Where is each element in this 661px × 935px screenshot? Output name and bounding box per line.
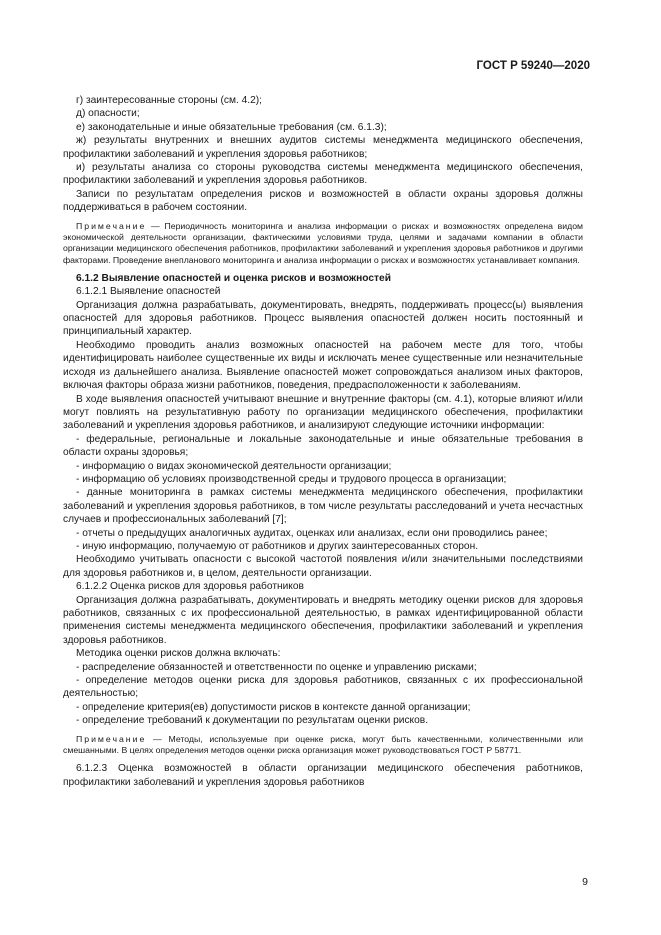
standard-designation: ГОСТ Р 59240—2020 <box>476 60 590 72</box>
page-number: 9 <box>582 876 588 888</box>
note-label: Примечание <box>76 220 147 231</box>
paragraph: Необходимо учитывать опасности с высокой частотой появления и/или значительными последствиями для здоровья работников и, в целом, деятельности организации. <box>63 554 583 579</box>
note <box>63 734 583 757</box>
subsection-title: 6.1.2.3 Оценка возможностей в области организации медицинского обеспечения работников, профилактики заболеваний и укрепления здоровья работников <box>63 763 583 788</box>
list-item: - информацию о видах экономической деятельности организации; <box>76 460 392 472</box>
note-text: — Периодичность мониторинга и анализа информации о рисках и возможностях определена видом экономической деятельности организации, фактическими условиями труда, целями и задачами компании в области организации медицинского обеспечения работников, профилактики заболеваний и укрепления здоровья работников и другими факторами. Проведение внепланового мониторинга и анализа информации о рисках и возможностях устанавливает компания. <box>63 220 583 265</box>
list-item: - данные мониторинга в рамках системы менеджмента медицинского обеспечения, профилактики заболеваний и укрепления здоровья работников, в том числе результаты расследований и учета несчастных случаев и профессиональных заболеваний [7]; <box>63 487 583 526</box>
note-text: — Методы, используемые при оценке риска, могут быть качественными, количественными или смешанными. В целях определения методов оценки риска организация может руководствоваться ГОСТ Р 58771. <box>63 733 583 755</box>
list-item: - иную информацию, получаемую от работников и других заинтересованных сторон. <box>76 540 479 552</box>
paragraph: Организация должна разрабатывать, документировать, внедрять, поддерживать процесс(ы) выявления опасностей для здоровья работников. Процесс выявления опасностей должен носить постоянный и принципиальный характер. <box>63 299 583 338</box>
note-label: Примечание <box>76 733 147 744</box>
paragraph: Методика оценки рисков должна включать: <box>76 648 281 660</box>
list-item: - определение критерия(ев) допустимости рисков в контексте данной организации; <box>76 701 471 713</box>
list-item: - распределение обязанностей и ответственности по оценке и управлению рисками; <box>76 661 477 673</box>
list-item: ж) результаты внутренних и внешних аудитов системы менеджмента медицинского обеспечения, профилактики заболеваний и укрепления здоровья работников; <box>63 135 583 160</box>
paragraph: В ходе выявления опасностей учитывают внешние и внутренние факторы (см. 4.1), которые влияют и/или могут повлиять на результативную работу по организации медицинского обеспечения, профилактики заболеваний и укрепления здоровья работников, и анализируют следующие источники информации: <box>63 393 583 432</box>
subsection-title: 6.1.2.2 Оценка рисков для здоровья работников <box>76 581 304 593</box>
list-item: г) заинтересованные стороны (см. 4.2); <box>76 95 263 106</box>
list-item: - федеральные, региональные и локальные законодательные и иные обязательные требования в области охраны здоровья; <box>63 433 583 459</box>
list-item: - определение требований к документации по результатам оценки рисков. <box>76 715 429 727</box>
note <box>63 221 583 266</box>
section-heading: 6.1.2 Выявление опасностей и оценка рисков и возможностей <box>76 272 391 284</box>
page-content <box>63 94 583 789</box>
subsection-title: 6.1.2.1 Выявление опасностей <box>76 286 221 298</box>
records-paragraph: Записи по результатам определения рисков и возможностей в области охраны здоровья должны поддерживаться в рабочем состоянии. <box>63 188 583 214</box>
paragraph: Необходимо проводить анализ возможных опасностей на рабочем месте для того, чтобы идентифицировать наиболее существенные их виды и исключать менее существенные или незначительные исходя из дальнейшего анализа. Выявление опасностей может сопровождаться анализом иных факторов, включая факторы образа жизни работников, поведения, предрасположенности к заболеваниям. <box>63 339 583 392</box>
list-item: д) опасности; <box>76 108 140 120</box>
paragraph: Организация должна разрабатывать, документировать и внедрять методику оценки рисков для здоровья работников, связанных с их профессиональной деятельностью, в рамках идентифицированной области применения системы менеджмента медицинского обеспечения, профилактики заболеваний и укрепления здоровья работников. <box>63 594 583 646</box>
list-item: и) результаты анализа со стороны руководства системы менеджмента медицинского обеспечения, профилактики заболеваний и укрепления здоровья работников. <box>63 162 583 187</box>
list-item: е) законодательные и иные обязательные требования (см. 6.1.3); <box>76 121 387 133</box>
list-item: - определение методов оценки риска для здоровья работников, связанных с их профессиональной деятельностью; <box>63 675 583 700</box>
list-item: - отчеты о предыдущих аналогичных аудитах, оценках или анализах, если они проводились ранее; <box>76 527 548 539</box>
list-item: - информацию об условиях производственной среды и трудового процесса в организации; <box>76 473 507 485</box>
